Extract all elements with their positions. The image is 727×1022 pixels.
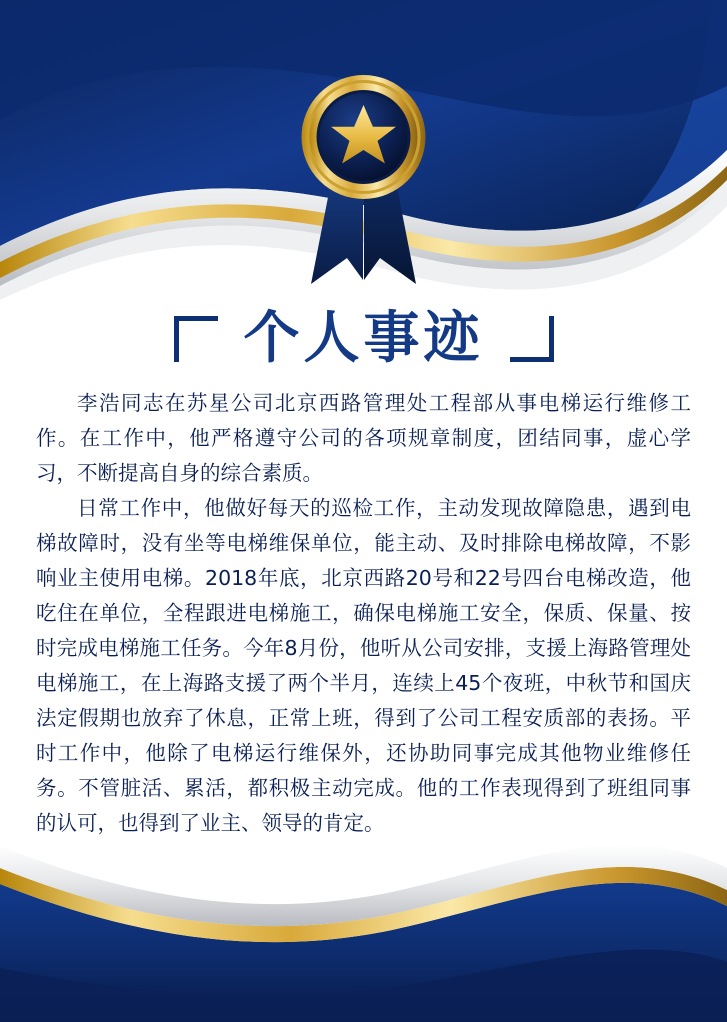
corner-bracket-left-icon [174, 316, 218, 362]
document-body [36, 386, 691, 841]
body-paragraph-1: 李浩同志在苏星公司北京西路管理处工程部从事电梯运行维修工作。在工作中，他严格遵守公司的各项规章制度，团结同事，虚心学习，不断提高自身的综合素质。 [36, 391, 691, 485]
star-medal-icon [291, 62, 436, 287]
page-title: 个人事迹 [243, 306, 484, 371]
body-paragraph-2: 日常工作中，他做好每天的巡检工作，主动发现故障隐患，遇到电梯故障时，没有坐等电梯维保单位，能主动、及时排除电梯故障，不影响业主使用电梯。2018年底，北京西路20号和22号四台电梯改造，他吃住在单位，全程跟进电梯施工，确保电梯施工安全，保质、保量、按时完成电梯施工任务。今年8月份，他听从公司安排，支援上海路管理处电梯施工，在上海路支援了两个半月，连续上45个夜班，中秋节和国庆法定假期也放弃了休息，正常上班，得到了公司工程安质部的表扬。平时工作中，他除了电梯运行维保外，还协助同事完成其他物业维修任务。不管脏活、累活，都积极主动完成。他的工作表现得到了班组同事的认可，也得到了业主、领导的肯定。 [36, 496, 691, 835]
page-title-row [0, 298, 727, 380]
corner-bracket-right-icon [510, 316, 554, 362]
